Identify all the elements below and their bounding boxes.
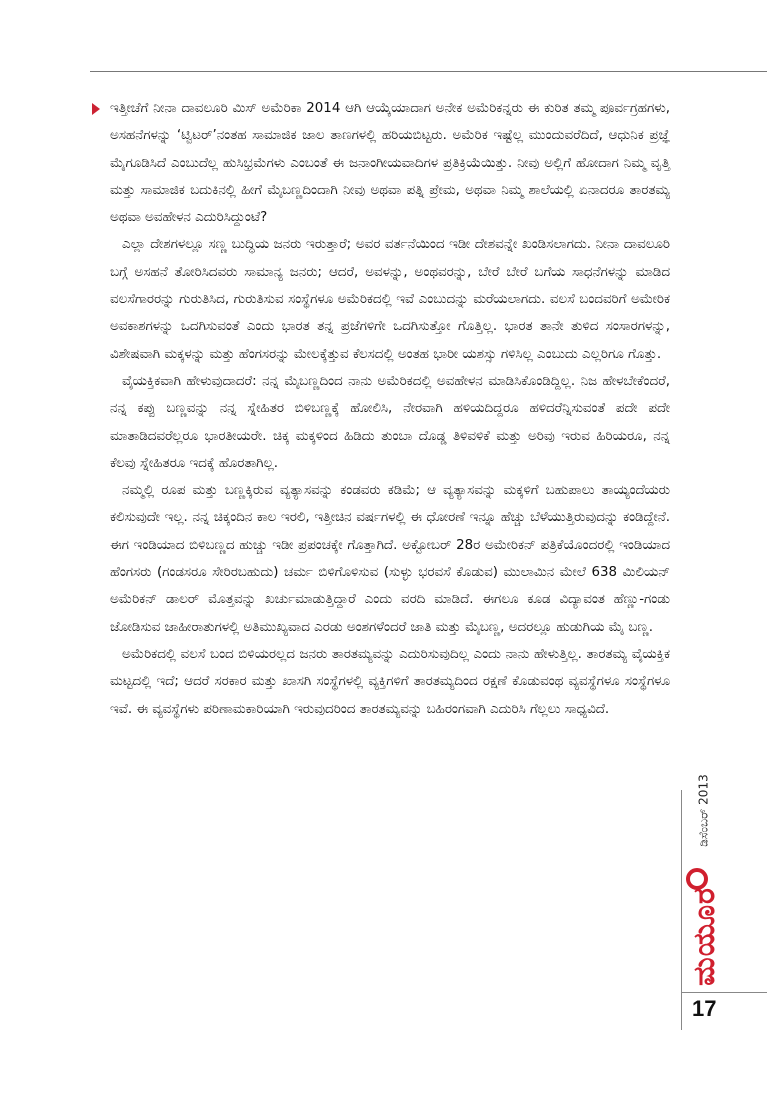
top-divider <box>90 71 767 72</box>
article-paragraph: ಎಲ್ಲಾ ದೇಶಗಳಲ್ಲೂ ಸಣ್ಣ ಬುದ್ಧಿಯ ಜನರು ಇರುತ್ತಾರೆ; ಅವರ ವರ್ತನೆಯಿಂದ ಇಡೀ ದೇಶವನ್ನೇ ಖಂಡಿಸಲಾಗದು. ನೀನಾ ದಾವಲೂರಿ ಬಗ್ಗೆ ಅಸಹನೆ ತೋರಿಸಿದವರು ಸಾಮಾನ್ಯ ಜನರು; ಆದರೆ, ಅವಳನ್ನು, ಅಂಥವರನ್ನು, ಬೇರೆ ಬೇರೆ ಬಗೆಯ ಸಾಧನೆಗಳನ್ನು ಮಾಡಿದ ವಲಸೆಗಾರರನ್ನು ಗುರುತಿಸಿದ, ಗುರುತಿಸುವ ಸಂಸ್ಥೆಗಳೂ ಅಮೆರಿಕದಲ್ಲಿ ಇವೆ ಎಂಬುದನ್ನು ಮರೆಯಲಾಗದು. ವಲಸೆ ಬಂದವರಿಗೆ ಅಮೇರಿಕ ಅವಕಾಶಗಳನ್ನು ಒದಗಿಸುವಂತೆ ಎಂದು ಭಾರತ ತನ್ನ ಪ್ರಜೆಗಳಿಗೇ ಒದಗಿಸುತ್ತೋ ಗೊತ್ತಿಲ್ಲ. ಭಾರತ ತಾನೇ ತುಳಿದ ಸಂಸಾರಗಳನ್ನು, ವಿಶೇಷವಾಗಿ ಮಕ್ಕಳನ್ನು ಮತ್ತು ಹೆಂಗಸರನ್ನು ಮೇಲಕ್ಕೆತ್ತುವ ಕೆಲಸದಲ್ಲಿ ಅಂತಹ ಭಾರೀ ಯಶಸ್ಸು ಗಳಿಸಿಲ್ಲ ಎಂಬುದು ಎಲ್ಲರಿಗೂ ಗೊತ್ತು. <box>110 237 670 362</box>
masthead-divider <box>681 790 682 1030</box>
page-number-divider <box>681 992 767 993</box>
red-triangle-bullet-icon <box>92 103 100 115</box>
magazine-logo: ಮಯೂರ <box>686 886 722 986</box>
lead-paragraph-wrapper <box>110 95 670 231</box>
magazine-masthead <box>684 755 724 985</box>
issue-date-wrapper <box>684 755 724 865</box>
magazine-logo-wrapper <box>684 886 724 986</box>
article-paragraph: ನಮ್ಮಲ್ಲಿ ರೂಪ ಮತ್ತು ಬಣ್ಣಕ್ಕಿರುವ ವ್ಯತ್ಯಾಸವನ್ನು ಕಂಡವರು ಕಡಿಮೆ; ಆ ವ್ಯತ್ಯಾಸವನ್ನು ಮಕ್ಕಳಿಗೆ ಬಹುಪಾಲು ತಾಯ್ಯಂದೆಯರು ಕಲಿಸುವುದೇ ಇಲ್ಲ. ನನ್ನ ಚಿಕ್ಕಂದಿನ ಕಾಲ ಇರಲಿ, ಇತ್ತೀಚಿನ ವರ್ಷಗಳಲ್ಲಿ ಈ ಧೋರಣೆ ಇನ್ನೂ ಹೆಚ್ಚು ಬೆಳೆಯುತ್ತಿರುವುದನ್ನು ಕಂಡಿದ್ದೇನೆ. ಈಗ ಇಂಡಿಯಾದ ಬಿಳಿಬಣ್ಣದ ಹುಚ್ಚು ಇಡೀ ಪ್ರಪಂಚಕ್ಕೇ ಗೊತ್ತಾಗಿದೆ. ಅಕ್ಟೋಬರ್ 28ರ ಅಮೇರಿಕನ್ ಪತ್ರಿಕೆಯೊಂದರಲ್ಲಿ ಇಂಡಿಯಾದ ಹೆಂಗಸರು (ಗಂಡಸರೂ ಸೇರಿರಬಹುದು) ಚರ್ಮ ಬಿಳಿಗೊಳಿಸುವ (ಸುಳ್ಳು ಭರವಸೆ ಕೊಡುವ) ಮುಲಾಮಿನ ಮೇಲೆ 638 ಮಿಲಿಯನ್ ಅಮೆರಿಕನ್ ಡಾಲರ್ ಮೊತ್ತವನ್ನು ಖರ್ಚುಮಾಡುತ್ತಿದ್ದಾರೆ ಎಂದು ವರದಿ ಮಾಡಿದೆ. ಈಗಲೂ ಕೂಡ ವಿದ್ಯಾವಂತ ಹೆಣ್ಣು-ಗಂಡು ಜೋಡಿಸುವ ಜಾಹೀರಾತುಗಳಲ್ಲಿ ಅತಿಮುಖ್ಯವಾದ ಎರಡು ಅಂಶಗಳೆಂದರೆ ಜಾತಿ ಮತ್ತು ಮೈಬಣ್ಣ, ಅದರಲ್ಲೂ ಹುಡುಗಿಯ ಮೈ ಬಣ್ಣ. <box>110 483 670 635</box>
issue-date: ಡಿಸೆಂಬರ್ 2013 <box>696 773 711 847</box>
article-paragraph-lead: ಇತ್ತೀಚೆಗೆ ನೀನಾ ದಾವಲೂರಿ ಮಿಸ್ ಅಮೆರಿಕಾ 2014 ಆಗಿ ಆಯ್ಕೆಯಾದಾಗ ಅನೇಕ ಅಮೆರಿಕನ್ನರು ಈ ಕುರಿತ ತಮ್ಮ ಪೂರ್ವಗ್ರಹಗಳು, ಅಸಹನೆಗಳನ್ನು ‘ಟ್ವಿಟರ್’ನಂತಹ ಸಾಮಾಜಿಕ ಜಾಲ ತಾಣಗಳಲ್ಲಿ ಹರಿಯಬಿಟ್ಟರು. ಅಮೆರಿಕ ಇಷ್ಟೆಲ್ಲ ಮುಂದುವರೆದಿದೆ, ಆಧುನಿಕ ಪ್ರಜ್ಞೆ ಮೈಗೂಡಿಸಿದೆ ಎಂಬುದೆಲ್ಲ ಹುಸಿಭ್ರಮೆಗಳು ಎಂಬಂತೆ ಈ ಜನಾಂಗೀಯವಾದಿಗಳ ಪ್ರತಿಕ್ರಿಯೆಯಿತ್ತು. ನೀವು ಅಲ್ಲಿಗೆ ಹೋದಾಗ ನಿಮ್ಮ ವೃತ್ತಿ ಮತ್ತು ಸಾಮಾಜಿಕ ಬದುಕಿನಲ್ಲಿ ಹೀಗೆ ಮೈಬಣ್ಣದಿಂದಾಗಿ ನೀವು ಅಥವಾ ಪತ್ನಿ ಪ್ರೇಮ, ಅಥವಾ ನಿಮ್ಮ ಶಾಲೆಯಲ್ಲಿ ಏನಾದರೂ ತಾರತಮ್ಯ ಅಥವಾ ಅವಹೇಳನ ಎದುರಿಸಿದ್ದುಂಟೆ? <box>110 101 670 226</box>
article-paragraph: ಅಮೆರಿಕದಲ್ಲಿ ವಲಸೆ ಬಂದ ಬಿಳಿಯರಲ್ಲದ ಜನರು ತಾರತಮ್ಯವನ್ನು ಎದುರಿಸುವುದಿಲ್ಲ ಎಂದು ನಾನು ಹೇಳುತ್ತಿಲ್ಲ. ತಾರತಮ್ಯ ವೈಯಕ್ತಿಕ ಮಟ್ಟದಲ್ಲಿ ಇದೆ; ಆದರೆ ಸರಕಾರ ಮತ್ತು ಖಾಸಗಿ ಸಂಸ್ಥೆಗಳಲ್ಲಿ ವ್ಯಕ್ತಿಗಳಿಗೆ ತಾರತಮ್ಯದಿಂದ ರಕ್ಷಣೆ ಕೊಡುವಂಥ ವ್ಯವಸ್ಥೆಗಳೂ ಸಂಸ್ಥೆಗಳೂ ಇವೆ. ಈ ವ್ಯವಸ್ಥೆಗಳು ಪರಿಣಾಮಕಾರಿಯಾಗಿ ಇರುವುದರಿಂದ ತಾರತಮ್ಯವನ್ನು ಬಹಿರಂಗವಾಗಿ ಎದುರಿಸಿ ಗೆಲ್ಲಲು ಸಾಧ್ಯವಿದೆ. <box>110 646 670 717</box>
article-paragraph: ವೈಯಕ್ತಿಕವಾಗಿ ಹೇಳುವುದಾದರೆ: ನನ್ನ ಮೈಬಣ್ಣದಿಂದ ನಾನು ಅಮೆರಿಕದಲ್ಲಿ ಅವಹೇಳನ ಮಾಡಿಸಿಕೊಂಡಿದ್ದಿಲ್ಲ. ನಿಜ ಹೇಳಬೇಕೆಂದರೆ, ನನ್ನ ಕಪ್ಪು ಬಣ್ಣವನ್ನು ನನ್ನ ಸ್ನೇಹಿತರ ಬಿಳಿಬಣ್ಣಕ್ಕೆ ಹೋಲಿಸಿ, ನೇರವಾಗಿ ಹಳಿಯದಿದ್ದರೂ ಹಳಿದರೆನ್ನಿಸುವಂತೆ ಪದೇ ಪದೇ ಮಾತಾಡಿದವರೆಲ್ಲರೂ ಭಾರತೀಯರೇ. ಚಿಕ್ಕ ಮಕ್ಕಳಿಂದ ಹಿಡಿದು ತುಂಬಾ ದೊಡ್ಡ ತಿಳಿವಳಿಕೆ ಮತ್ತು ಅರಿವು ಇರುವ ಹಿರಿಯರೂ, ನನ್ನ ಕೆಲವು ಸ್ನೇಹಿತರೂ ಇದಕ್ಕೆ ಹೊರತಾಗಿಲ್ಲ. <box>110 373 670 471</box>
article-body <box>110 95 670 723</box>
page-number: 17 <box>692 996 717 1021</box>
